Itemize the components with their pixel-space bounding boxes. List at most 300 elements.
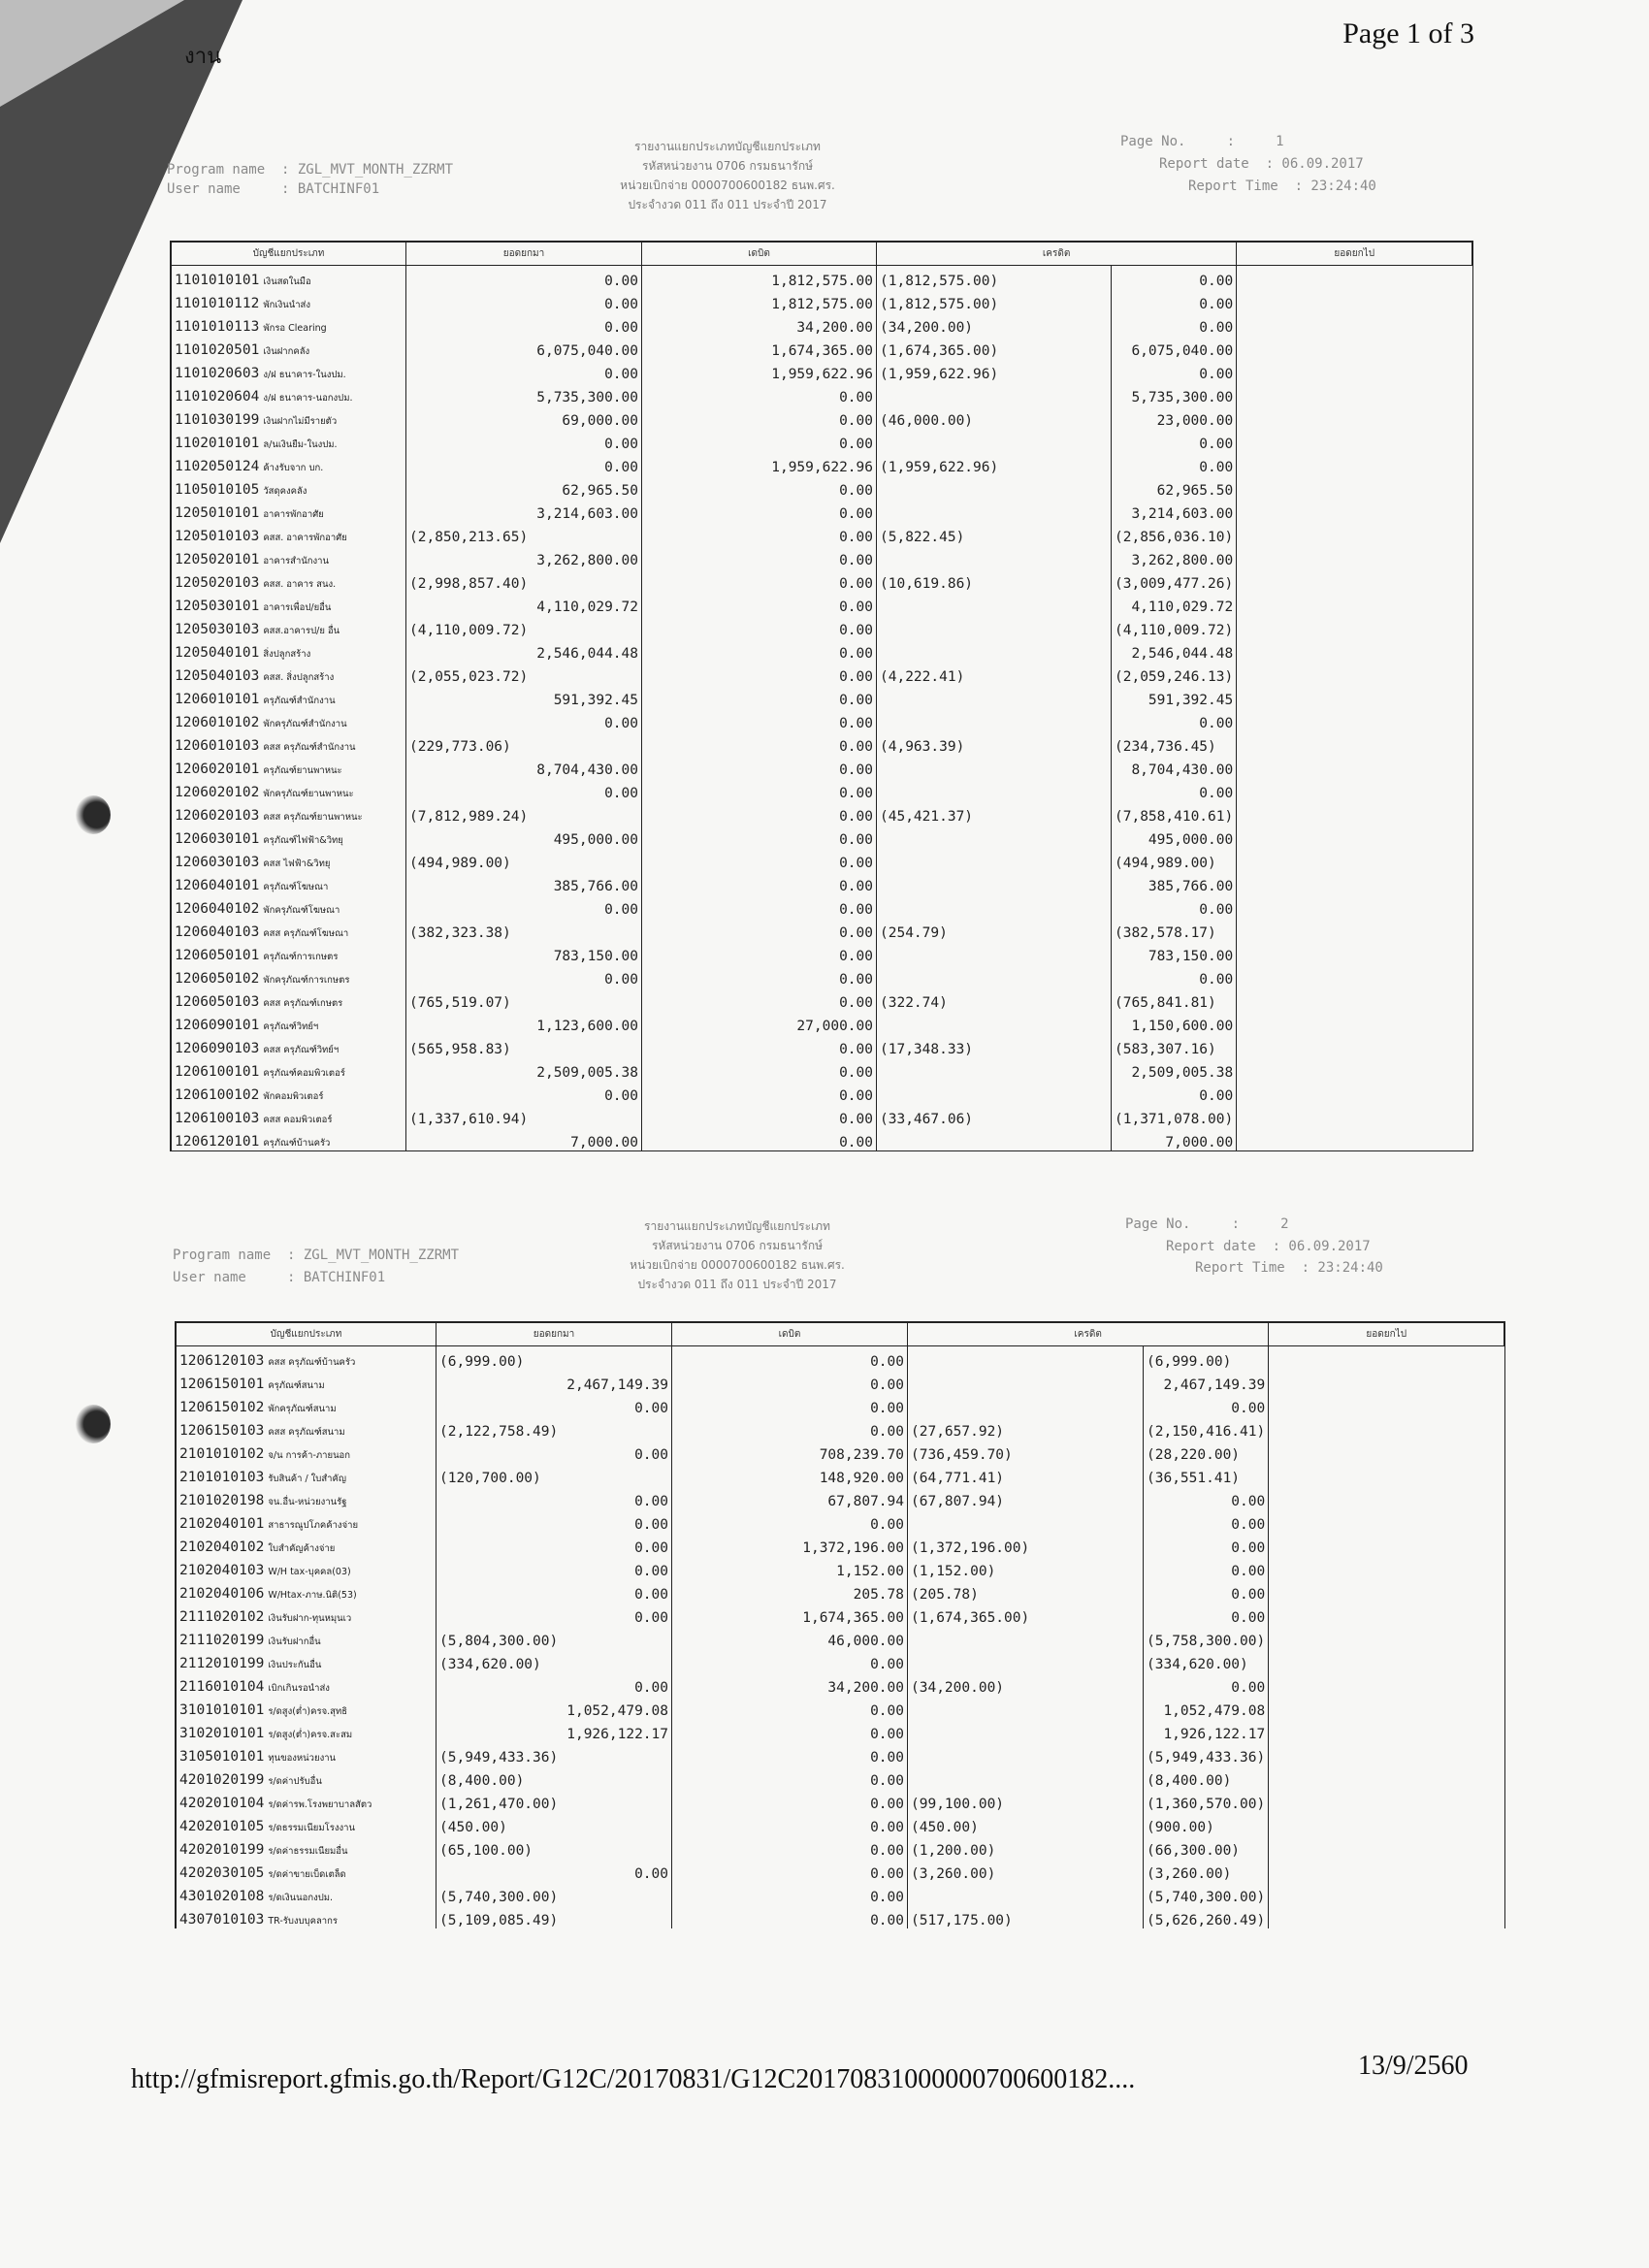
brought-forward-cell: 0.00 <box>436 1859 672 1882</box>
credit-cell <box>908 1346 1144 1371</box>
table-row <box>177 1696 1504 1719</box>
credit-cell <box>877 894 1112 918</box>
account-description: คสส ครุภัณฑ์โฆษณา <box>263 928 349 939</box>
carried-forward-cell: 783,150.00 <box>1112 941 1237 964</box>
account-cell <box>172 522 406 545</box>
account-cell <box>172 545 406 568</box>
table-row <box>172 359 1472 382</box>
account-code: 1206040101 <box>175 878 260 893</box>
carried-forward-cell: 0.00 <box>1144 1556 1269 1579</box>
table-row <box>177 1766 1504 1789</box>
credit-cell <box>908 1696 1144 1719</box>
account-code: 1206030101 <box>175 831 260 847</box>
account-cell <box>172 336 406 359</box>
debit-cell: 0.00 <box>672 1509 908 1533</box>
period: ประจำงวด 011 ถึง 011 ประจำปี 2017 <box>637 1278 837 1291</box>
page-header-title: งาน <box>184 45 222 69</box>
carried-forward-cell: 0.00 <box>1112 708 1237 731</box>
report-title: รายงานแยกประเภทบัญชีแยกประเภท <box>634 140 821 153</box>
debit-cell: 0.00 <box>642 848 877 871</box>
debit-cell: 0.00 <box>672 1789 908 1812</box>
debit-cell: 1,152.00 <box>672 1556 908 1579</box>
credit-cell: (254.79) <box>877 918 1112 941</box>
account-cell <box>172 638 406 662</box>
table-row <box>177 1463 1504 1486</box>
account-cell <box>172 1081 406 1104</box>
account-description: พักรอ Clearing <box>263 323 327 334</box>
account-description: พักครุภัณฑ์สนาม <box>268 1404 337 1414</box>
brought-forward-cell: 0.00 <box>406 708 642 731</box>
credit-cell <box>877 871 1112 894</box>
credit-cell: (45,421.37) <box>877 801 1112 825</box>
brought-forward-cell: 69,000.00 <box>406 405 642 429</box>
account-cell <box>172 941 406 964</box>
col-credit: เครดิต <box>877 243 1237 266</box>
brought-forward-cell: 8,704,430.00 <box>406 755 642 778</box>
table-row <box>172 662 1472 685</box>
account-cell <box>172 289 406 312</box>
credit-cell: (1,959,622.96) <box>877 359 1112 382</box>
brought-forward-cell: (6,999.00) <box>436 1346 672 1371</box>
debit-cell: 0.00 <box>642 941 877 964</box>
carried-forward-cell: (2,150,416.41) <box>1144 1416 1269 1440</box>
account-code: 1206020101 <box>175 761 260 777</box>
carried-forward-cell: 0.00 <box>1112 894 1237 918</box>
ledger-rows <box>172 266 1472 1151</box>
account-cell <box>172 475 406 499</box>
account-cell <box>177 1486 436 1509</box>
account-description: ครุภัณฑ์บ้านครัว <box>263 1138 331 1149</box>
account-description: ร/ดเงินนอกงปม. <box>268 1893 334 1903</box>
credit-cell: (1,200.00) <box>908 1835 1144 1859</box>
credit-cell <box>908 1719 1144 1742</box>
disbursing-unit: หน่วยเบิกจ่าย 0000700600182 ธนพ.ศร. <box>630 1258 845 1272</box>
table-row <box>172 941 1472 964</box>
credit-cell: (34,200.00) <box>908 1672 1144 1696</box>
account-description: ร/ดค่าขายเบ็ดเตล็ด <box>268 1869 346 1880</box>
credit-cell <box>908 1393 1144 1416</box>
account-description: พักครุภัณฑ์การเกษตร <box>263 975 350 986</box>
account-description: พักคอมพิวเตอร์ <box>263 1091 324 1102</box>
account-description: ค้างรับจาก บก. <box>263 463 324 473</box>
brought-forward-cell: 0.00 <box>436 1603 672 1626</box>
account-cell <box>172 731 406 755</box>
table-row <box>172 545 1472 568</box>
account-cell <box>177 1370 436 1393</box>
brought-forward-cell: (120,700.00) <box>436 1463 672 1486</box>
debit-cell: 0.00 <box>642 918 877 941</box>
debit-cell: 0.00 <box>642 568 877 592</box>
brought-forward-cell: (229,773.06) <box>406 731 642 755</box>
account-description: ล/นเงินยืม-ในงปม. <box>263 439 338 450</box>
debit-cell: 0.00 <box>642 429 877 452</box>
carried-forward-cell: 0.00 <box>1112 452 1237 475</box>
table-row <box>172 894 1472 918</box>
table-row <box>172 685 1472 708</box>
credit-cell: (27,657.92) <box>908 1416 1144 1440</box>
account-cell <box>172 1127 406 1150</box>
credit-cell <box>908 1766 1144 1789</box>
account-code: 1101010112 <box>175 296 260 311</box>
col-debit: เดบิต <box>672 1323 908 1346</box>
account-code: 1206100103 <box>175 1111 260 1126</box>
carried-forward-cell: 0.00 <box>1112 964 1237 988</box>
carried-forward-cell: 0.00 <box>1112 266 1237 290</box>
account-code: 1206020103 <box>175 808 260 824</box>
brought-forward-cell: (65,100.00) <box>436 1835 672 1859</box>
table-row <box>177 1486 1504 1509</box>
carried-forward-cell: 0.00 <box>1144 1533 1269 1556</box>
brought-forward-cell: (5,109,085.49) <box>436 1905 672 1928</box>
credit-cell: (17,348.33) <box>877 1034 1112 1057</box>
credit-cell <box>908 1509 1144 1533</box>
brought-forward-cell: (5,804,300.00) <box>436 1626 672 1649</box>
carried-forward-cell: 0.00 <box>1144 1579 1269 1603</box>
brought-forward-cell: 0.00 <box>406 312 642 336</box>
table-row <box>172 755 1472 778</box>
debit-cell: 0.00 <box>642 755 877 778</box>
table-row <box>177 1719 1504 1742</box>
report-page-no: Page No. : 1 <box>1120 134 1284 149</box>
table-row <box>172 289 1472 312</box>
credit-cell <box>908 1626 1144 1649</box>
account-code: 1206010103 <box>175 738 260 754</box>
credit-cell: (1,959,622.96) <box>877 452 1112 475</box>
debit-cell: 0.00 <box>672 1905 908 1928</box>
account-code: 1205040103 <box>175 668 260 684</box>
brought-forward-cell: (8,400.00) <box>436 1766 672 1789</box>
account-cell <box>172 1057 406 1081</box>
carried-forward-cell: 0.00 <box>1112 359 1237 382</box>
table-row <box>172 848 1472 871</box>
brought-forward-cell: 6,075,040.00 <box>406 336 642 359</box>
table-row <box>172 1034 1472 1057</box>
table-row <box>172 312 1472 336</box>
user-name: User name : BATCHINF01 <box>173 1270 386 1285</box>
credit-cell <box>877 499 1112 522</box>
report-time: Report Time : 23:24:40 <box>1188 178 1376 194</box>
account-code: 2111020102 <box>179 1609 265 1625</box>
account-code: 1101010101 <box>175 273 260 288</box>
debit-cell: 0.00 <box>642 405 877 429</box>
debit-cell: 0.00 <box>672 1742 908 1766</box>
account-description: ครุภัณฑ์ยานพาหนะ <box>263 765 342 776</box>
carried-forward-cell: (5,626,260.49) <box>1144 1905 1269 1928</box>
debit-cell: 1,959,622.96 <box>642 452 877 475</box>
brought-forward-cell: 0.00 <box>406 266 642 290</box>
carried-forward-cell: 3,262,800.00 <box>1112 545 1237 568</box>
program-name: Program name : ZGL_MVT_MONTH_ZZRMT <box>173 1247 460 1263</box>
credit-cell <box>877 1057 1112 1081</box>
brought-forward-cell: 0.00 <box>406 778 642 801</box>
account-cell <box>177 1905 436 1928</box>
account-cell <box>172 568 406 592</box>
debit-cell: 1,674,365.00 <box>642 336 877 359</box>
account-code: 1205020103 <box>175 575 260 591</box>
credit-cell: (1,152.00) <box>908 1556 1144 1579</box>
credit-cell <box>877 475 1112 499</box>
brought-forward-cell: 0.00 <box>406 289 642 312</box>
account-code: 1205020101 <box>175 552 260 567</box>
brought-forward-cell: (1,337,610.94) <box>406 1104 642 1127</box>
credit-cell <box>877 708 1112 731</box>
account-code: 4301020108 <box>179 1889 265 1904</box>
account-description: เบิกเกินรอนำส่ง <box>268 1683 330 1694</box>
table-row <box>172 918 1472 941</box>
carried-forward-cell: 7,000.00 <box>1112 1127 1237 1150</box>
brought-forward-cell: 0.00 <box>406 894 642 918</box>
account-description: ร/ดธรรมเนียมโรงงาน <box>268 1823 355 1833</box>
debit-cell: 0.00 <box>642 825 877 848</box>
brought-forward-cell: (4,110,009.72) <box>406 615 642 638</box>
account-code: 1206020102 <box>175 785 260 800</box>
carried-forward-cell: 4,110,029.72 <box>1112 592 1237 615</box>
account-description: คสส ครุภัณฑ์เกษตร <box>263 998 343 1009</box>
table-row <box>172 522 1472 545</box>
brought-forward-cell: (2,122,758.49) <box>436 1416 672 1440</box>
account-description: อาคารเพื่อป/ยอื่น <box>263 602 332 613</box>
debit-cell: 0.00 <box>642 778 877 801</box>
brought-forward-cell: 0.00 <box>436 1672 672 1696</box>
account-cell <box>177 1346 436 1371</box>
account-description: ครุภัณฑ์คอมพิวเตอร์ <box>263 1068 345 1079</box>
table-row <box>177 1859 1504 1882</box>
brought-forward-cell: 0.00 <box>436 1393 672 1416</box>
account-description: เงินประกันอื่น <box>268 1660 322 1670</box>
account-cell <box>172 452 406 475</box>
carried-forward-cell: 0.00 <box>1144 1509 1269 1533</box>
brought-forward-cell: (765,519.07) <box>406 988 642 1011</box>
credit-cell <box>877 778 1112 801</box>
account-description: คสส. สิ่งปลูกสร้าง <box>263 672 335 683</box>
account-code: 1206010101 <box>175 692 260 707</box>
brought-forward-cell: (382,323.38) <box>406 918 642 941</box>
debit-cell: 0.00 <box>642 894 877 918</box>
account-cell <box>177 1556 436 1579</box>
account-description: พักเงินนำส่ง <box>263 300 310 310</box>
table-row <box>177 1579 1504 1603</box>
account-code: 4307010103 <box>179 1912 265 1928</box>
punch-hole <box>76 795 111 834</box>
account-description: คสส ไฟฟ้า&วิทยุ <box>263 859 331 869</box>
account-description: ร/ดค่ารพ.โรงพยาบาลสัตว <box>268 1799 372 1810</box>
credit-cell: (736,459.70) <box>908 1440 1144 1463</box>
table-row <box>172 615 1472 638</box>
account-cell <box>172 708 406 731</box>
table-row <box>172 429 1472 452</box>
account-description: คสส ครุภัณฑ์สำนักงาน <box>263 742 356 753</box>
account-cell <box>172 499 406 522</box>
debit-cell: 0.00 <box>642 731 877 755</box>
credit-cell <box>877 964 1112 988</box>
credit-cell: (322.74) <box>877 988 1112 1011</box>
account-cell <box>172 848 406 871</box>
account-code: 1206120103 <box>179 1353 265 1369</box>
account-description: คสส ครุภัณฑ์ยานพาหนะ <box>263 812 363 823</box>
account-description: คสส. อาคารพักอาศัย <box>263 533 347 543</box>
account-code: 1101010113 <box>175 319 260 335</box>
account-cell <box>172 266 406 290</box>
table-row <box>172 336 1472 359</box>
table-row <box>177 1346 1504 1371</box>
carried-forward-cell: 23,000.00 <box>1112 405 1237 429</box>
carried-forward-cell: (2,856,036.10) <box>1112 522 1237 545</box>
agency-code: รหัสหน่วยงาน 0706 กรมธนารักษ์ <box>641 159 814 173</box>
brought-forward-cell: (565,958.83) <box>406 1034 642 1057</box>
carried-forward-cell: (900.00) <box>1144 1812 1269 1835</box>
account-cell <box>177 1812 436 1835</box>
table-row <box>177 1812 1504 1835</box>
table-row <box>172 592 1472 615</box>
carried-forward-cell: 0.00 <box>1112 312 1237 336</box>
account-description: ร/ดค่าปรับอื่น <box>268 1776 322 1787</box>
user-name: User name : BATCHINF01 <box>167 181 380 197</box>
col-carried-forward: ยอดยกไป <box>1269 1323 1504 1346</box>
credit-cell: (1,812,575.00) <box>877 289 1112 312</box>
account-code: 1206090103 <box>175 1041 260 1056</box>
account-code: 1101020603 <box>175 366 260 381</box>
carried-forward-cell: 495,000.00 <box>1112 825 1237 848</box>
credit-cell <box>877 545 1112 568</box>
table-row <box>172 266 1472 290</box>
table-row <box>172 964 1472 988</box>
account-code: 1205030103 <box>175 622 260 637</box>
account-description: ง/ฝ ธนาคาร-นอกงปม. <box>263 393 353 404</box>
debit-cell: 0.00 <box>642 1127 877 1150</box>
account-cell <box>172 825 406 848</box>
carried-forward-cell: (765,841.81) <box>1112 988 1237 1011</box>
account-code: 1206100102 <box>175 1087 260 1103</box>
program-name: Program name : ZGL_MVT_MONTH_ZZRMT <box>167 162 454 178</box>
account-description: คสส.อาคารป/ย อื่น <box>263 626 340 636</box>
carried-forward-cell: 385,766.00 <box>1112 871 1237 894</box>
debit-cell: 1,674,365.00 <box>672 1603 908 1626</box>
table-row <box>172 778 1472 801</box>
brought-forward-cell: (2,055,023.72) <box>406 662 642 685</box>
account-cell <box>172 778 406 801</box>
brought-forward-cell: 0.00 <box>436 1509 672 1533</box>
account-description: จ/น การค้า-ภายนอก <box>268 1450 351 1461</box>
credit-cell <box>877 429 1112 452</box>
carried-forward-cell: (5,949,433.36) <box>1144 1742 1269 1766</box>
credit-cell: (1,372,196.00) <box>908 1533 1144 1556</box>
brought-forward-cell: 0.00 <box>406 1081 642 1104</box>
brought-forward-cell: 0.00 <box>406 452 642 475</box>
brought-forward-cell: (7,812,989.24) <box>406 801 642 825</box>
account-code: 2101010102 <box>179 1446 265 1462</box>
credit-cell: (33,467.06) <box>877 1104 1112 1127</box>
account-description: สาธารณูปโภคค้างจ่าย <box>268 1520 359 1531</box>
debit-cell: 0.00 <box>642 988 877 1011</box>
account-cell <box>172 359 406 382</box>
credit-cell: (34,200.00) <box>877 312 1112 336</box>
carried-forward-cell: (7,858,410.61) <box>1112 801 1237 825</box>
carried-forward-cell: (8,400.00) <box>1144 1766 1269 1789</box>
debit-cell: 0.00 <box>642 1057 877 1081</box>
brought-forward-cell: 4,110,029.72 <box>406 592 642 615</box>
credit-cell <box>877 1011 1112 1034</box>
carried-forward-cell: 2,467,149.39 <box>1144 1370 1269 1393</box>
table-row <box>177 1509 1504 1533</box>
account-code: 3101010101 <box>179 1702 265 1718</box>
account-code: 2102040103 <box>179 1563 265 1578</box>
table-row <box>172 1104 1472 1127</box>
credit-cell <box>877 825 1112 848</box>
report-date: Report date : 06.09.2017 <box>1159 156 1364 172</box>
account-code: 1206120101 <box>175 1134 260 1150</box>
brought-forward-cell: 2,509,005.38 <box>406 1057 642 1081</box>
account-cell <box>172 382 406 405</box>
table-row <box>177 1416 1504 1440</box>
debit-cell: 0.00 <box>642 662 877 685</box>
debit-cell: 205.78 <box>672 1579 908 1603</box>
carried-forward-cell: (3,009,477.26) <box>1112 568 1237 592</box>
agency-code: รหัสหน่วยงาน 0706 กรมธนารักษ์ <box>651 1239 824 1252</box>
account-description: ร/ดค่าธรรมเนียมอื่น <box>268 1846 348 1857</box>
brought-forward-cell: (5,949,433.36) <box>436 1742 672 1766</box>
account-code: 2111020199 <box>179 1633 265 1648</box>
account-description: ทุนของหน่วยงาน <box>268 1753 337 1764</box>
account-code: 1206100101 <box>175 1064 260 1080</box>
table-row <box>172 871 1472 894</box>
debit-cell: 148,920.00 <box>672 1463 908 1486</box>
debit-cell: 0.00 <box>642 475 877 499</box>
carried-forward-cell: 0.00 <box>1112 289 1237 312</box>
table-row <box>177 1393 1504 1416</box>
brought-forward-cell: 1,052,479.08 <box>436 1696 672 1719</box>
report-date: Report date : 06.09.2017 <box>1166 1239 1371 1254</box>
brought-forward-cell: 495,000.00 <box>406 825 642 848</box>
brought-forward-cell: (5,740,300.00) <box>436 1882 672 1905</box>
credit-cell: (517,175.00) <box>908 1905 1144 1928</box>
table-row <box>177 1789 1504 1812</box>
table-row <box>172 1011 1472 1034</box>
debit-cell: 0.00 <box>672 1812 908 1835</box>
carried-forward-cell: (334,620.00) <box>1144 1649 1269 1672</box>
account-cell <box>177 1742 436 1766</box>
credit-cell: (4,222.41) <box>877 662 1112 685</box>
account-description: อาคารพักอาศัย <box>263 509 324 520</box>
account-description: พักครุภัณฑ์โฆษณา <box>263 905 340 916</box>
account-description: สิ่งปลูกสร้าง <box>263 649 311 660</box>
carried-forward-cell: 1,926,122.17 <box>1144 1719 1269 1742</box>
carried-forward-cell: 2,509,005.38 <box>1112 1057 1237 1081</box>
carried-forward-cell: 1,052,479.08 <box>1144 1696 1269 1719</box>
table-row <box>177 1533 1504 1556</box>
debit-cell: 46,000.00 <box>672 1626 908 1649</box>
account-description: ใบสำคัญค้างจ่าย <box>268 1543 336 1554</box>
brought-forward-cell: 2,467,149.39 <box>436 1370 672 1393</box>
account-description: วัสดุคงคลัง <box>263 486 307 497</box>
account-description: TR-รับงบบุคลากร <box>268 1916 338 1927</box>
account-cell <box>172 988 406 1011</box>
carried-forward-cell: 1,150,600.00 <box>1112 1011 1237 1034</box>
brought-forward-cell: 0.00 <box>436 1486 672 1509</box>
account-cell <box>172 1104 406 1127</box>
account-code: 1206090101 <box>175 1018 260 1033</box>
carried-forward-cell: 0.00 <box>1144 1486 1269 1509</box>
table-row <box>177 1905 1504 1928</box>
account-code: 4201020199 <box>179 1772 265 1788</box>
account-cell <box>177 1789 436 1812</box>
account-cell <box>177 1393 436 1416</box>
table-row <box>172 638 1472 662</box>
account-cell <box>172 918 406 941</box>
carried-forward-cell: 0.00 <box>1144 1672 1269 1696</box>
col-account: บัญชีแยกประเภท <box>177 1323 436 1346</box>
brought-forward-cell: (2,850,213.65) <box>406 522 642 545</box>
credit-cell <box>908 1882 1144 1905</box>
